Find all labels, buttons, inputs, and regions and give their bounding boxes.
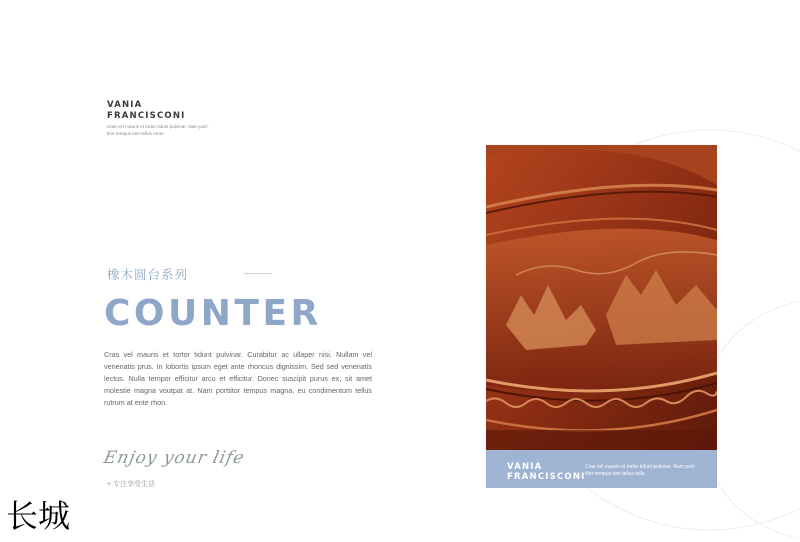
carved-wood-table-photo-icon <box>486 145 717 450</box>
tagline: + 专注享受生活 <box>107 481 156 488</box>
watermark-text: 长城 <box>6 497 71 535</box>
photo-caption-bar <box>486 450 717 488</box>
subtitle-divider <box>244 273 272 274</box>
caption-brand-name: VANIA FRANCISCONI <box>507 462 586 482</box>
page-title: COUNTER <box>104 293 322 334</box>
brand-description: Cras vel mauris et tortor tidunt pulvinar. Nam port- titor tempus tum tellus runie. <box>107 124 209 136</box>
body-paragraph: Cras vel mauris et tortor tidunt pulvinar. Curabitur ac ullaper nisi. Nullam vel venenatis prus. In lobortis ipsum eget ante rhoncus dignissim. Sed sed venenatis lectus. Nulla tempor efficitur arcu et efficitur. Donec suscipit purus ex, sit amet molestie magna voutpat at. Nam porttitor tempus magna, eu condimentum tellus rutrum at ente rhon. <box>104 350 372 408</box>
script-slogan: Enjoy your life <box>101 448 247 468</box>
chinese-subtitle: 橡木圆台系列 <box>107 267 189 282</box>
brand-block <box>107 100 227 137</box>
product-photo <box>486 145 717 450</box>
caption-description: Cras vel mauris et tortor tidunt pulvinar. Nam port- titor tempus tum tellus tolle. <box>585 464 696 477</box>
brand-name: VANIA FRANCISCONI <box>107 100 186 121</box>
